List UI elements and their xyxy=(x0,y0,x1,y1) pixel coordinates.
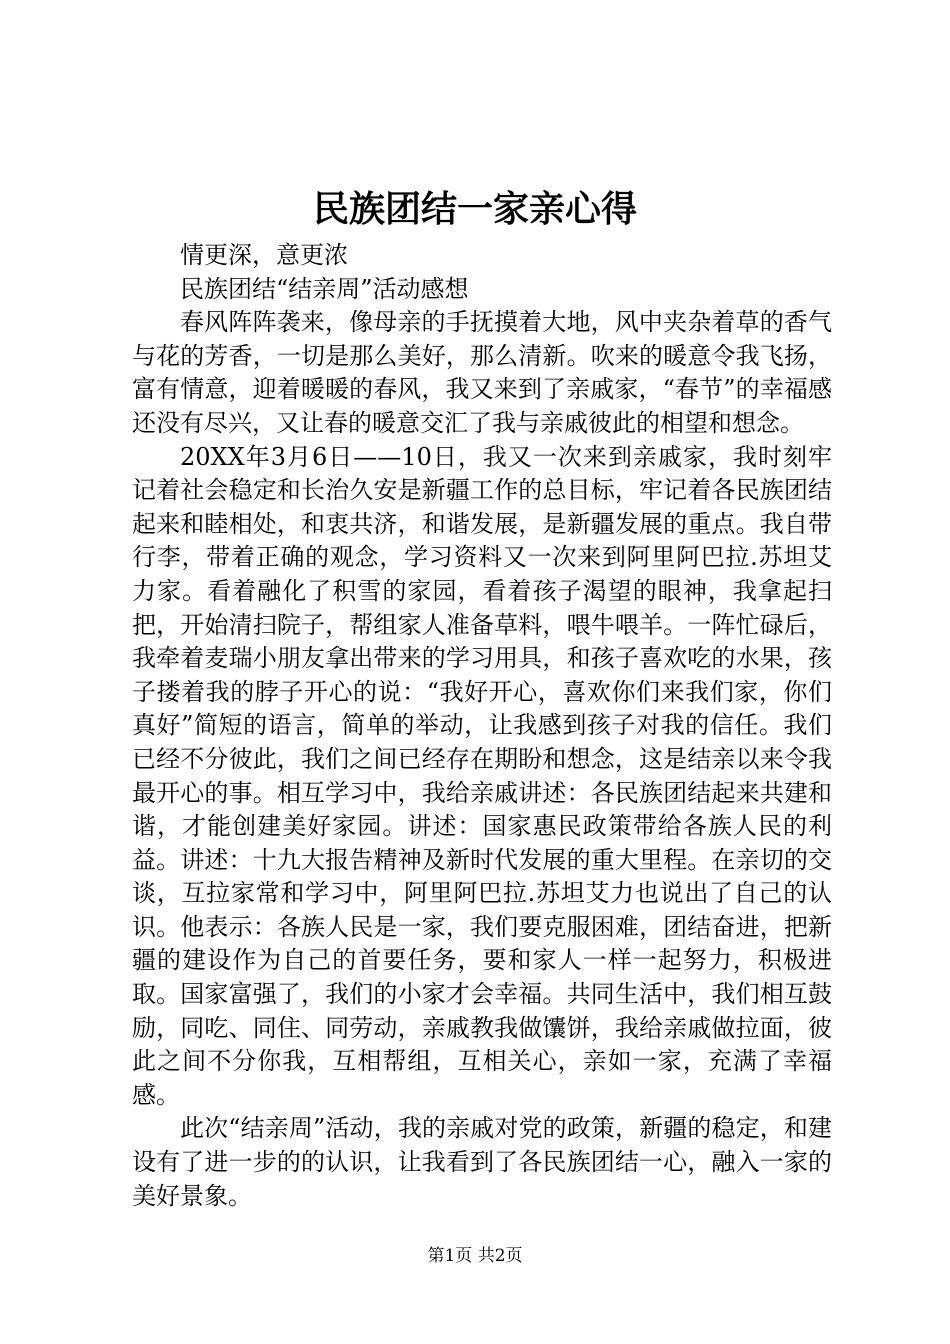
paragraph-conclusion: 此次“结亲周”活动，我的亲戚对党的政策，新疆的稳定，和建设有了进一步的的认识，让我看到了各民族团结一心，融入一家的美好景象。 xyxy=(132,1114,832,1210)
paragraph-event-title: 民族团结“结亲周”活动感想 xyxy=(180,274,469,303)
paragraph-subtitle: 情更深，意更浓 xyxy=(180,241,348,269)
page-footer: 第1页 共2页 xyxy=(427,1246,523,1266)
document-body xyxy=(132,239,832,1213)
document-title: 民族团结一家亲心得 xyxy=(312,188,637,230)
paragraph-spring: 春风阵阵袭来，像母亲的手抚摸着大地，风中夹杂着草的香气与花的芳香，一切是那么美好，那么清新。吹来的暖意令我飞扬，富有情意，迎着暖暖的春风，我又来到了亲戚家，“春节”的幸福感还没有尽兴，又让春的暖意交汇了我与亲戚彼此的相望和想念。 xyxy=(132,308,832,437)
paragraph-visit: 20XX年3月6日——10日，我又一次来到亲戚家，我时刻牢记着社会稳定和长治久安是新疆工作的总目标，牢记着各民族团结起来和睦相处，和衷共济，和谐发展，是新疆发展的重点。我自带行李，带着正确的观念，学习资料又一次来到阿里阿巴拉.苏坦艾力家。看着融化了积雪的家园，看着孩子渴望的眼神，我拿起扫把，开始清扫院子，帮组家人准备草料，喂牛喂羊。一阵忙碌后，我牵着麦瑞小朋友拿出带来的学习用具，和孩子喜欢吃的水果，孩子搂着我的脖子开心的说：“我好开心，喜欢你们来我们家，你们真好”简短的语言，简单的举动，让我感到孩子对我的信任。我们已经不分彼此，我们之间已经存在期盼和想念，这是结亲以来令我最开心的事。相互学习中，我给亲戚讲述：各民族团结起来共建和谐，才能创建美好家园。讲述：国家惠民政策带给各族人民的利益。讲述：十九大报告精神及新时代发展的重大里程。在亲切的交谈，互拉家常和学习中，阿里阿巴拉.苏坦艾力也说出了自己的认识。他表示：各族人民是一家，我们要克服困难，团结奋进，把新疆的建设作为自己的首要任务，要和家人一样一起努力，积极进取。国家富强了，我们的小家才会幸福。共同生活中，我们相互鼓励，同吃、同住、同劳动，亲戚教我做馕饼，我给亲戚做拉面，彼此之间不分你我，互相帮组，互相关心，亲如一家，充满了幸福感。 xyxy=(132,442,832,1109)
